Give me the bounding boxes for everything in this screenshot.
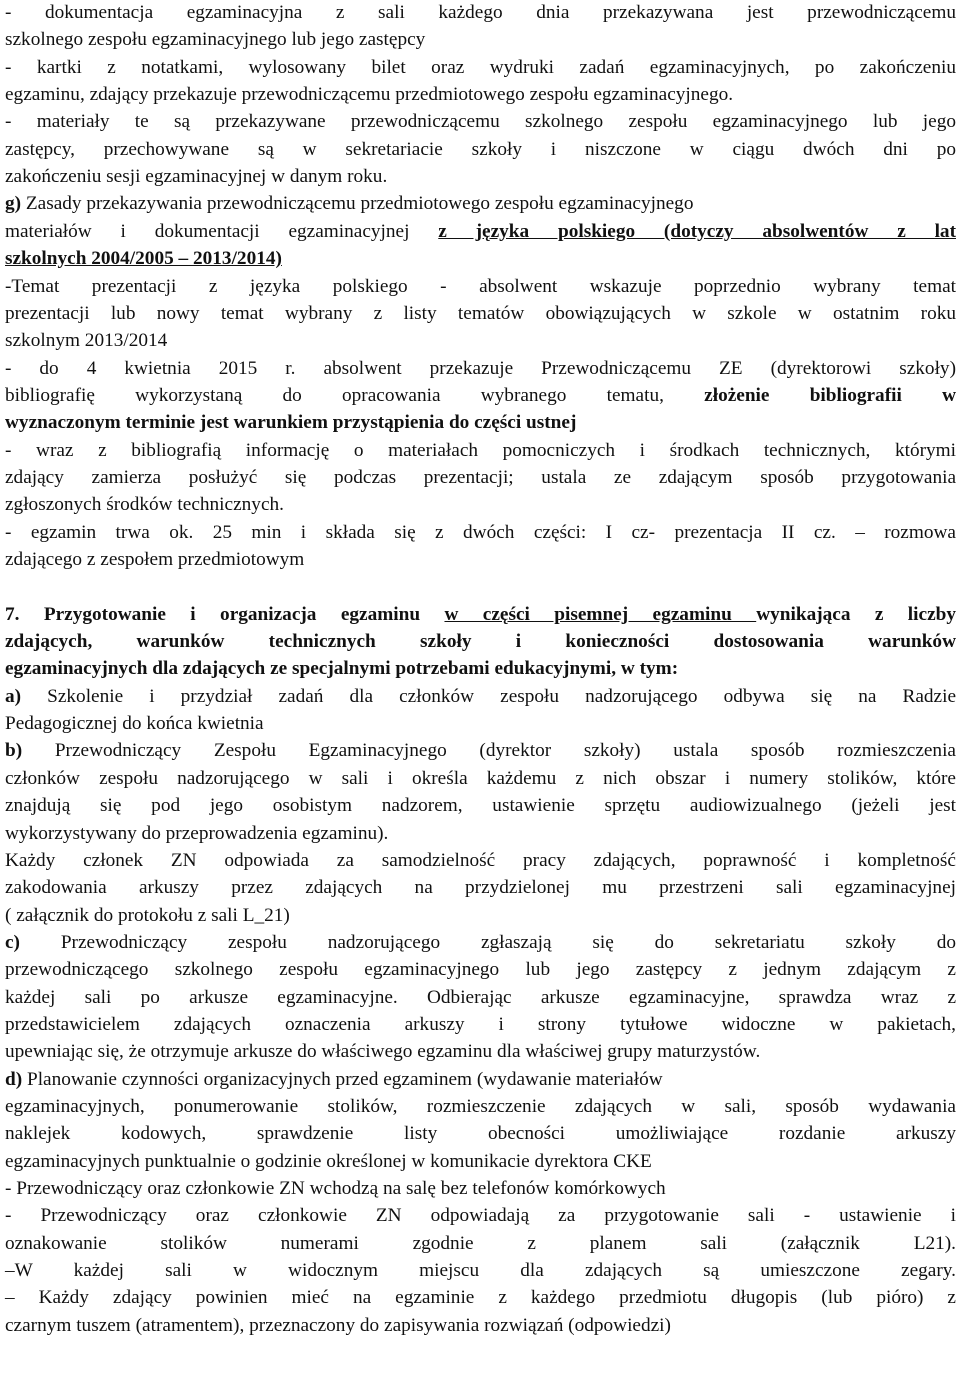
text-line [5, 683, 956, 710]
text-run: 7. Przygotowanie i organizacja egzaminu [5, 603, 445, 625]
text-line [5, 573, 956, 600]
text-run: -Temat prezentacji z języka polskiego - absolwent wskazuje poprzednio wybrany temat [5, 275, 956, 297]
text-line [5, 437, 956, 464]
text-line [5, 108, 956, 135]
text-line [5, 1284, 956, 1311]
text-run: zdającego z zespołem przedmiotowym [5, 549, 305, 570]
text-run: złożenie bibliografii w [704, 384, 956, 406]
text-run: c) [5, 931, 20, 953]
text-run: - materiały te są przekazywane przewodniczącemu szkolnego zespołu egzaminacyjnego lub jego [5, 111, 956, 133]
text-run: - kartki z notatkami, wylosowany bilet oraz wydruki zadań egzaminacyjnych, po zakończeniu [5, 56, 956, 78]
text-line [5, 1148, 956, 1175]
text-line [5, 1038, 956, 1065]
text-line [5, 765, 956, 792]
text-line [5, 409, 956, 436]
text-line [5, 382, 956, 409]
text-line [5, 1202, 956, 1229]
text-line [5, 902, 956, 929]
text-line [5, 81, 956, 108]
text-run: wyznaczonym terminie jest warunkiem przystąpienia do części ustnej [5, 412, 577, 434]
text-run: egzaminacyjnych, ponumerowanie stolików, rozmieszczenie zdających w sali, sposób wydawania [5, 1096, 956, 1117]
text-run: egzaminacyjnych punktualnie o godzinie określonej w komunikacie dyrektora CKE [5, 1150, 652, 1172]
text-line [5, 984, 956, 1011]
text-line [5, 273, 956, 300]
text-run: przedstawicielem zdających oznaczenia arkuszy i strony tytułowe widoczne w pakietach, [5, 1013, 956, 1035]
text-line [5, 956, 956, 983]
text-run: b) [5, 740, 23, 762]
text-run: zakończeniu sesji egzaminacyjnej w danym roku. [5, 166, 388, 188]
text-run: ( załącznik do protokołu z sali L_21) [5, 904, 290, 926]
text-run: bibliografię wykorzystaną do opracowania wybranego tematu, [5, 384, 705, 406]
text-run: zastępcy, przechowywane są w sekretariacie szkoły i niszczone w ciągu dwóch dni po [5, 138, 956, 160]
text-run: każdej sali po arkusze egzaminacyjne. Odbierając arkusze egzaminacyjne, sprawdza wraz z [5, 986, 956, 1008]
text-run: Przewodniczący zespołu nadzorującego zgłaszają się do sekretariatu szkoły do [19, 931, 956, 953]
text-line [5, 628, 956, 655]
text-run: - dokumentacja egzaminacyjna z sali każdego dnia przekazywana jest przewodniczącemu [5, 2, 956, 23]
text-run: - Przewodniczący oraz członkowie ZN odpowiadają za przygotowanie sali - ustawienie i [5, 1205, 956, 1227]
text-line [5, 218, 956, 245]
text-run: z języka polskiego (dotyczy absolwentów z lat [438, 220, 956, 242]
text-run: szkolnego zespołu egzaminacyjnego lub jego zastępcy [5, 29, 426, 51]
text-line [5, 245, 956, 272]
text-line [5, 820, 956, 847]
text-line [5, 601, 956, 628]
text-run: naklejek kodowych, sprawdzenie listy obecności umożliwiające rozdanie arkuszy [5, 1123, 956, 1145]
text-line [5, 491, 956, 518]
text-run: w części pisemnej egzaminu [444, 603, 757, 625]
text-line [5, 655, 956, 682]
text-line [5, 327, 956, 354]
text-run: egzaminu, zdający przekazuje przewodniczącemu przedmiotowego zespołu egzaminacyjnego. [5, 84, 734, 106]
text-line [5, 54, 956, 81]
text-run: Zasady przekazywania przewodniczącemu przedmiotowego zespołu egzaminacyjnego [21, 193, 694, 215]
text-run: oznakowanie stolików numerami zgodnie z planem sali (załącznik L21). [5, 1232, 956, 1254]
text-run: członków zespołu nadzorującego w sali i określa każdemu z nich obszar i numery stolików, które [5, 767, 956, 789]
text-run: d) [5, 1068, 23, 1090]
text-line [5, 874, 956, 901]
text-run: - egzamin trwa ok. 25 min i składa się z dwóch części: I cz- prezentacja II cz. – rozmowa [5, 521, 956, 543]
text-run: materiałów i dokumentacji egzaminacyjnej [5, 220, 439, 242]
text-run: - Przewodniczący oraz członkowie ZN wchodzą na salę bez telefonów komórkowych [5, 1178, 666, 1200]
text-run: Przewodniczący Zespołu Egzaminacyjnego (dyrektor szkoły) ustala sposób rozmieszczenia [22, 740, 956, 762]
text-line [5, 190, 956, 217]
text-line [5, 1257, 956, 1284]
text-run: przewodniczącego szkolnego zespołu egzaminacyjnego lub jego zastępcy z jednym zdającym z [5, 959, 956, 981]
text-line [5, 847, 956, 874]
text-line [5, 163, 956, 190]
text-run: –W każdej sali w widocznym miejscu dla zdających są umieszczone zegary. [5, 1260, 956, 1282]
text-run: szkolnych 2004/2005 – 2013/2014) [5, 248, 282, 270]
text-line [5, 519, 956, 546]
text-line [5, 464, 956, 491]
text-run: wynikająca z liczby [756, 603, 956, 625]
text-line [5, 26, 956, 53]
text-line [5, 355, 956, 382]
text-run: czarnym tuszem (atramentem), przeznaczony do zapisywania rozwiązań (odpowiedzi) [5, 1314, 671, 1336]
text-run: Szkolenie i przydział zadań dla członków zespołu nadzorującego odbywa się na Radzie [21, 685, 956, 707]
text-run: zgłoszonych środków technicznych. [5, 494, 284, 516]
text-line [5, 546, 956, 573]
text-run: Każdy członek ZN odpowiada za samodzielność pracy zdających, poprawność i kompletność [5, 849, 956, 871]
text-line [5, 1230, 956, 1257]
text-run: zakodowania arkuszy przez zdających na przydzielonej mu przestrzeni sali egzaminacyjnej [5, 877, 956, 899]
text-run: a) [5, 685, 22, 707]
text-run: - do 4 kwietnia 2015 r. absolwent przekazuje Przewodniczącemu ZE (dyrektorowi szkoły) [5, 357, 956, 379]
text-run: Planowanie czynności organizacyjnych przed egzaminem (wydawanie materiałów [22, 1068, 663, 1090]
text-run: szkolnym 2013/2014 [5, 330, 168, 352]
text-line [5, 0, 956, 26]
text-run: egzaminacyjnych dla zdających ze specjalnymi potrzebami edukacyjnymi, w tym: [5, 658, 679, 680]
text-line [5, 929, 956, 956]
text-line [5, 1175, 956, 1202]
text-line [5, 737, 956, 764]
text-run: g) [5, 193, 22, 215]
text-run: upewniając się, że otrzymuje arkusze do właściwego egzaminu dla właściwej grupy maturzystów. [5, 1041, 761, 1063]
text-run: zdający zamierza posłużyć się podczas prezentacji; ustala ze zdającym sposób przygotowania [5, 466, 956, 488]
text-line [5, 300, 956, 327]
text-line [5, 710, 956, 737]
text-line [5, 136, 956, 163]
text-run: zdających, warunków technicznych szkoły i konieczności dostosowania warunków [5, 631, 956, 653]
text-run: znajdują się pod jego osobistym nadzorem, ustawienie sprzętu audiowizualnego (jeżeli jest [5, 795, 956, 817]
text-line [5, 1066, 956, 1093]
text-line [5, 1120, 956, 1147]
text-line [5, 1093, 956, 1120]
text-line [5, 792, 956, 819]
text-run: – Każdy zdający powinien mieć na egzaminie z każdego przedmiotu długopis (lub pióro) z [5, 1287, 956, 1309]
text-line [5, 1312, 956, 1339]
text-run: prezentacji lub nowy temat wybrany z listy tematów obowiązujących w szkole w ostatnim roku [5, 302, 956, 324]
text-run: Pedagogicznej do końca kwietnia [5, 713, 264, 735]
text-run: - wraz z bibliografią informację o materiałach pomocniczych i środkach technicznych, którymi [5, 439, 956, 461]
text-run: wykorzystywany do przeprowadzenia egzaminu). [5, 822, 389, 844]
text-line [5, 1011, 956, 1038]
